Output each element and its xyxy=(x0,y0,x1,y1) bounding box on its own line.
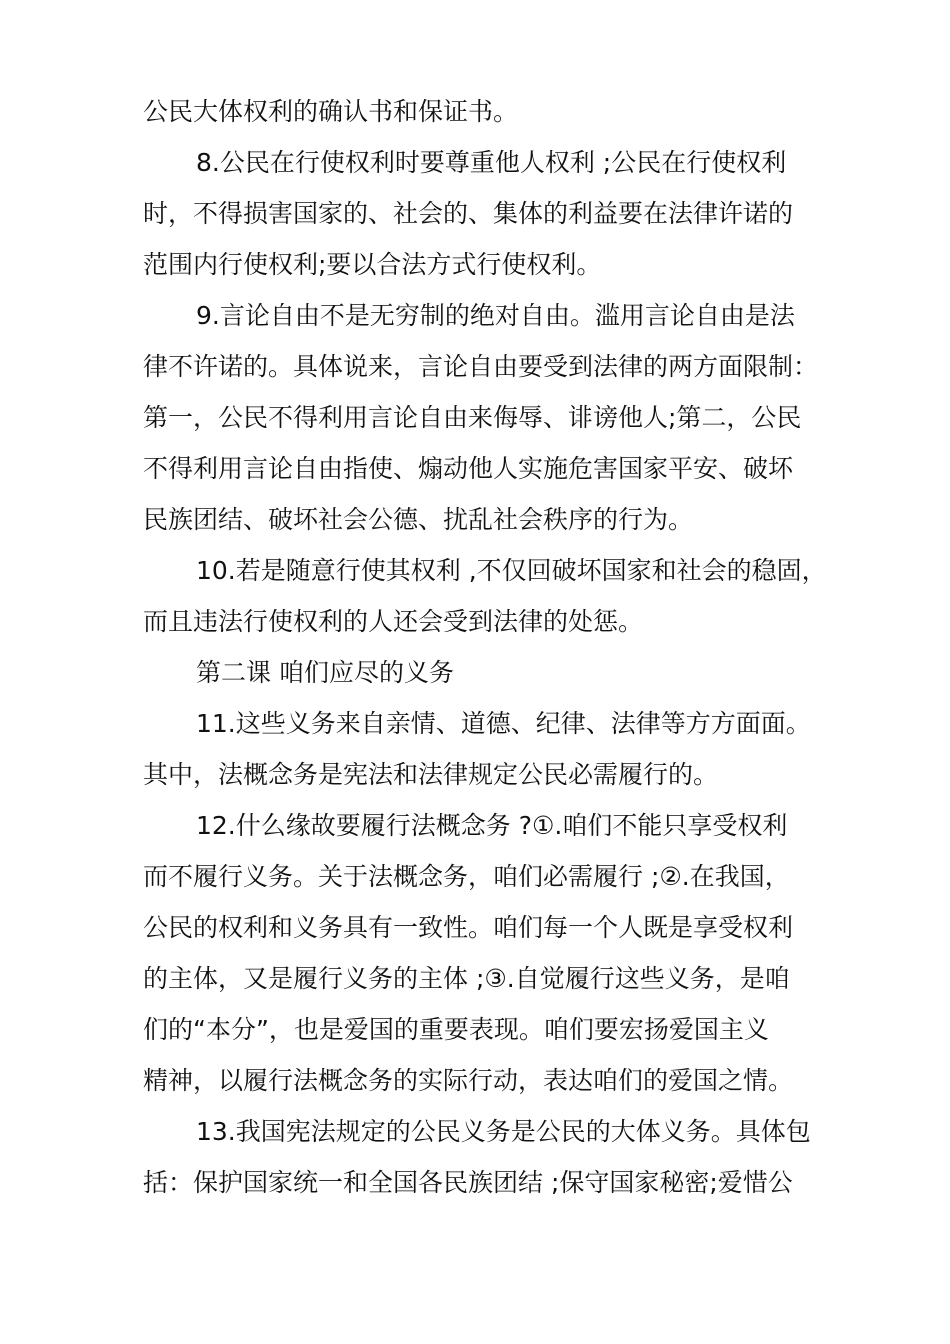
text-line: 律不许诺的。具体说来，言论自由要受到法律的两方面限制： xyxy=(143,352,819,381)
text-line: 第一，公民不得利用言论自由来侮辱、诽谤他人;第二，公民 xyxy=(143,403,802,432)
paragraph-10-line: 10.若是随意行使其权利 ,不仅回破坏国家和社会的稳固， xyxy=(196,556,827,585)
text-line: 时，不得损害国家的、社会的、集体的利益要在法律许诺的 xyxy=(143,199,794,228)
text-line: 而不履行义务。关于法概念务，咱们必需履行 ;②.在我国， xyxy=(143,862,790,891)
text-line: 公民大体权利的确认书和保证书。 xyxy=(143,97,519,126)
text-line: 们的“本分”，也是爱国的重要表现。咱们要宏扬爱国主义 xyxy=(143,1015,769,1044)
text-line: 其中，法概念务是宪法和法律规定公民必需履行的。 xyxy=(143,760,719,789)
lesson-heading: 第二课 咱们应尽的义务 xyxy=(196,658,454,687)
text-line: 而且违法行使权利的人还会受到法律的处惩。 xyxy=(143,607,644,636)
paragraph-8-line: 8.公民在行使权利时要尊重他人权利 ;公民在行使权利 xyxy=(196,148,787,177)
text-line: 的主体，又是履行义务的主体 ;③.自觉履行这些义务，是咱 xyxy=(143,964,790,993)
text-line: 公民的权利和义务具有一致性。咱们每一个人既是享受权利 xyxy=(143,913,794,942)
text-line: 范围内行使权利;要以合法方式行使权利。 xyxy=(143,250,602,279)
text-line: 不得利用言论自由指使、煽动他人实施危害国家平安、破坏 xyxy=(143,454,794,483)
text-line: 括：保护国家统一和全国各民族团结 ;保守国家秘密;爱惜公 xyxy=(143,1168,793,1197)
paragraph-11-line: 11.这些义务来自亲情、道德、纪律、法律等方方面面。 xyxy=(196,709,811,738)
paragraph-12-line: 12.什么缘故要履行法概念务 ?①.咱们不能只享受权利 xyxy=(196,811,788,840)
paragraph-9-line: 9.言论自由不是无穷制的绝对自由。滥用言论自由是法 xyxy=(196,301,795,330)
text-line: 民族团结、破坏社会公德、扰乱社会秩序的行为。 xyxy=(143,505,694,534)
text-line: 精神，以履行法概念务的实际行动，表达咱们的爱国之情。 xyxy=(143,1066,794,1095)
paragraph-13-line: 13.我国宪法规定的公民义务是公民的大体义务。具体包 xyxy=(196,1117,811,1146)
